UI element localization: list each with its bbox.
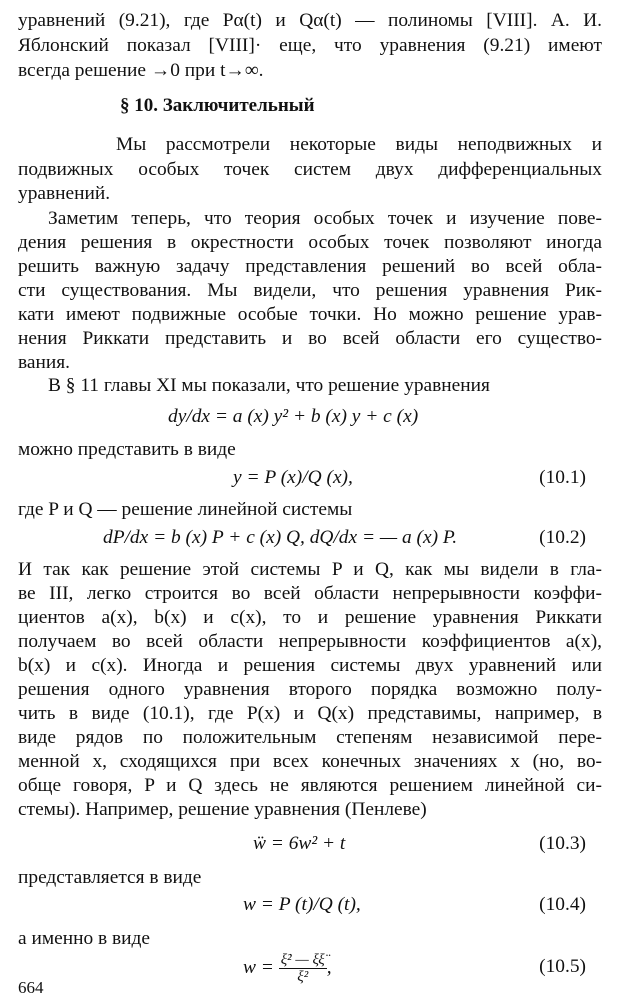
text-line: где P и Q — решение линейной системы — [18, 499, 353, 520]
paragraph-line: уравнений. — [18, 183, 111, 204]
equation-number: (10.4) — [539, 894, 586, 915]
text-line: всегда решение →0 при t→∞. — [18, 60, 264, 81]
fraction-numerator: ξ̇² — ξξ̈ — [280, 952, 325, 968]
text-line: можно представить в виде — [18, 439, 236, 460]
paragraph-line: дения решения в окрестности особых точек позволяют иногда — [18, 232, 602, 253]
text-line: представляется в виде — [18, 867, 202, 888]
paragraph-line: Мы рассмотрели некоторые виды неподвижных и — [116, 134, 602, 155]
equation-number: (10.1) — [539, 467, 586, 488]
equation-10-3: ẅ = 6w² + t — [253, 833, 346, 854]
paragraph-line: вания. — [18, 352, 71, 373]
paragraph-line: виде рядов по положительным степеням независимой пере- — [18, 727, 602, 748]
equation-number: (10.3) — [539, 833, 586, 854]
paragraph-line: менной x, сходящихся при всех конечных значениях x (но, во- — [18, 751, 602, 772]
paragraph-line: обще говоря, P и Q здесь не являются решением линейной си- — [18, 775, 602, 796]
eq-lhs: w = — [243, 956, 274, 978]
paragraph-line: циентов a(x), b(x) и c(x), то и решение уравнения Риккати — [18, 607, 602, 628]
paragraph-line: кати имеют подвижные особые точки. Но можно решение урав- — [18, 304, 602, 325]
paragraph-line: В § 11 главы XI мы показали, что решение уравнения — [48, 375, 490, 396]
equation-number: (10.2) — [539, 527, 586, 548]
riccati-equation: dy/dx = a (x) y² + b (x) y + c (x) — [168, 406, 419, 427]
fraction-denominator: ξ² — [297, 969, 309, 985]
equation-number: (10.5) — [539, 956, 586, 977]
paragraph-line: сти существования. Мы видели, что решения уравнения Рик- — [18, 280, 602, 301]
text-line: уравнений (9.21), где Pα(t) и Qα(t) — полиномы [VIII]. А. И. — [18, 10, 602, 31]
paragraph-line: Заметим теперь, что теория особых точек и изучение пове- — [48, 208, 602, 229]
paragraph-line: решения одного уравнения второго порядка возможно полу- — [18, 679, 602, 700]
equation-10-4: w = P (t)/Q (t), — [243, 894, 361, 915]
paragraph-line: чить в виде (10.1), где P(x) и Q(x) представимы, например, в — [18, 703, 602, 724]
paragraph-line: И так как решение этой системы P и Q, как мы видели в гла- — [18, 559, 602, 580]
paragraph-line: b(x) и c(x). Иногда и решения системы двух уравнений или — [18, 655, 602, 676]
section-heading: § 10. Заключительный — [120, 95, 315, 116]
paragraph-line: нения Риккати представить и во всей области его существо- — [18, 328, 602, 349]
paragraph-line: стемы). Например, решение уравнения (Пенлеве) — [18, 799, 427, 820]
paragraph-line: решить важную задачу представления решений во всей обла- — [18, 256, 602, 277]
paragraph-line: подвижных особых точек систем двух дифференциальных — [18, 159, 602, 180]
equation-10-2: dP/dx = b (x) P + c (x) Q, dQ/dx = — a (x) P. — [103, 527, 458, 548]
page-bottom-block — [18, 0, 602, 1000]
text-line: Яблонский показал [VIII]· еще, что уравнения (9.21) имеют — [18, 35, 602, 56]
eq-tail: , — [326, 956, 332, 978]
paragraph-line: получаем во всей области непрерывности коэффициентов a(x), — [18, 631, 602, 652]
paragraph-line: ве III, легко строится во всей области непрерывности коэффи- — [18, 583, 602, 604]
page-number: 664 — [18, 978, 44, 997]
equation-10-1: y = P (x)/Q (x), — [233, 467, 353, 488]
text-line: а именно в виде — [18, 928, 151, 949]
